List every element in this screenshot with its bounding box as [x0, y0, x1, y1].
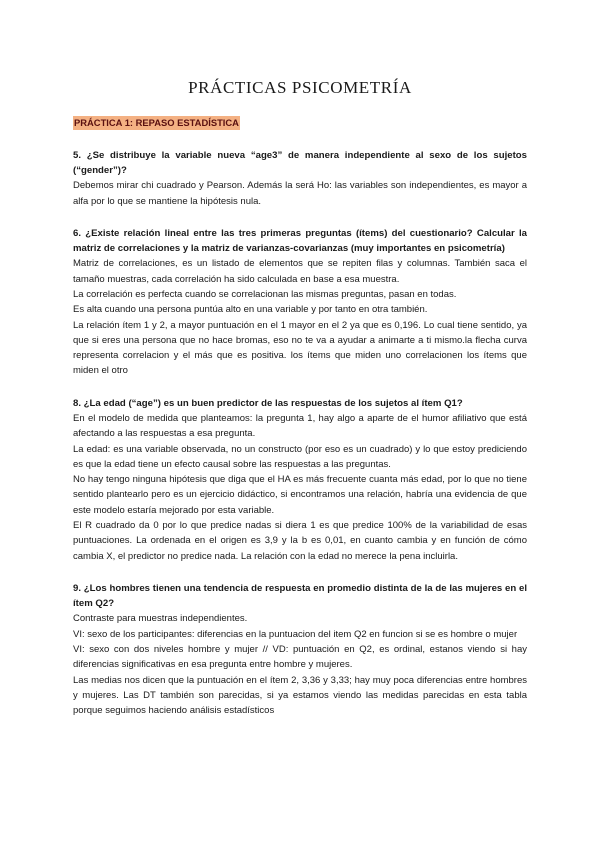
paragraph: La relación ítem 1 y 2, a mayor puntuación en el 1 mayor en el 2 ya que es 0,196. Lo cual tiene sentido, ya que si eres una persona que no hace bromas, eso no te va a ayudar a animarte a ti mismo.la flecha curva representa correlacion y el más que es positiva. los ítems que miden uno correlacionen los ítems que miden el otro [73, 319, 527, 377]
question-heading: 6. ¿Existe relación lineal entre las tres primeras preguntas (ítems) del cuestionario? Calcular la matriz de correlaciones y la matriz de varianzas-covarianzas (muy importantes en psicometría) [73, 228, 527, 255]
paragraph: La edad: es una variable observada, no un constructo (por eso es un cuadrado) y lo que estoy prediciendo es que la edad tiene un efecto causal sobre las respuestas a las preguntas. [73, 443, 527, 470]
paragraph: Es alta cuando una persona puntúa alto en una variable y por tanto en otra también. [73, 304, 428, 316]
paragraph: La correlación es perfecta cuando se correlacionan las mismas preguntas, pasan en todas. [73, 289, 457, 300]
paragraph: El R cuadrado da 0 por lo que predice nadas si diera 1 es que predice 100% de la variabilidad de esas puntuaciones. La ordenada en el origen es 3,9 y la b es 0,01, en cuanto cambia y en función de cómo cambia X, el predictor no predice nada. La relación con la edad no merece la pena incluirla. [73, 520, 527, 562]
paragraph: No hay tengo ninguna hipótesis que diga que el HA es más frecuente cuanta más edad, por lo que no tiene sentido plantearlo pero es un ejercicio didáctico, si encontramos una relación, habría una evidencia de que este modelo estaría mejorado por esta variable. [73, 474, 527, 516]
section-q6 [73, 226, 527, 379]
paragraph: VI: sexo de los participantes: diferencias en la puntuacion del item Q2 en funcion si se es hombre o mujer [73, 628, 518, 640]
question-heading: 9. ¿Los hombres tienen una tendencia de respuesta en promedio distinta de la de las mujeres en el ítem Q2? [73, 582, 527, 610]
paragraph: VI: sexo con dos niveles hombre y mujer // VD: puntuación en Q2, es ordinal, estanos viendo si hay diferencias significativas en esa pregunta entre hombre y mujeres. [73, 643, 527, 671]
paragraph: Las medias nos dicen que la puntuación en el ítem 2, 3,36 y 3,33; hay muy poca diferencias entre hombres y mujeres. Las DT también son parecidas, si ya estamos viendo las medidas parecidas en esta tabla porque seguimos haciendo análisis estadísticos [73, 674, 527, 717]
paragraph: Debemos mirar chi cuadrado y Pearson. Además la será Ho: las variables son independientes, es mayor a alfa por lo que se mantiene la hipótesis nula. [73, 180, 527, 207]
practice-heading: PRÁCTICA 1: REPASO ESTADÍSTICA [74, 117, 239, 128]
paragraph: Contraste para muestras independientes. [73, 613, 248, 625]
section-q9 [73, 581, 527, 718]
question-heading: 5. ¿Se distribuye la variable nueva “age3” de manera independiente al sexo de los sujetos (“gender”)? [73, 150, 527, 177]
section-q8 [73, 396, 527, 564]
paragraph: En el modelo de medida que planteamos: la pregunta 1, hay algo a aparte de el humor afiliativo que está afectando a las respuestas a esa pregunta. [73, 412, 527, 440]
paragraph: Matriz de correlaciones, es un listado de elementos que se repiten filas y columnas. También saca el tamaño muestras, cada correlación ha sido calculada en base a esa muestra. [73, 258, 527, 285]
question-heading: 8. ¿La edad (“age”) es un buen predictor de las respuestas de los sujetos al ítem Q1? [73, 397, 463, 409]
page-title: PRÁCTICAS PSICOMETRÍA [188, 78, 412, 97]
section-q5 [73, 148, 527, 209]
